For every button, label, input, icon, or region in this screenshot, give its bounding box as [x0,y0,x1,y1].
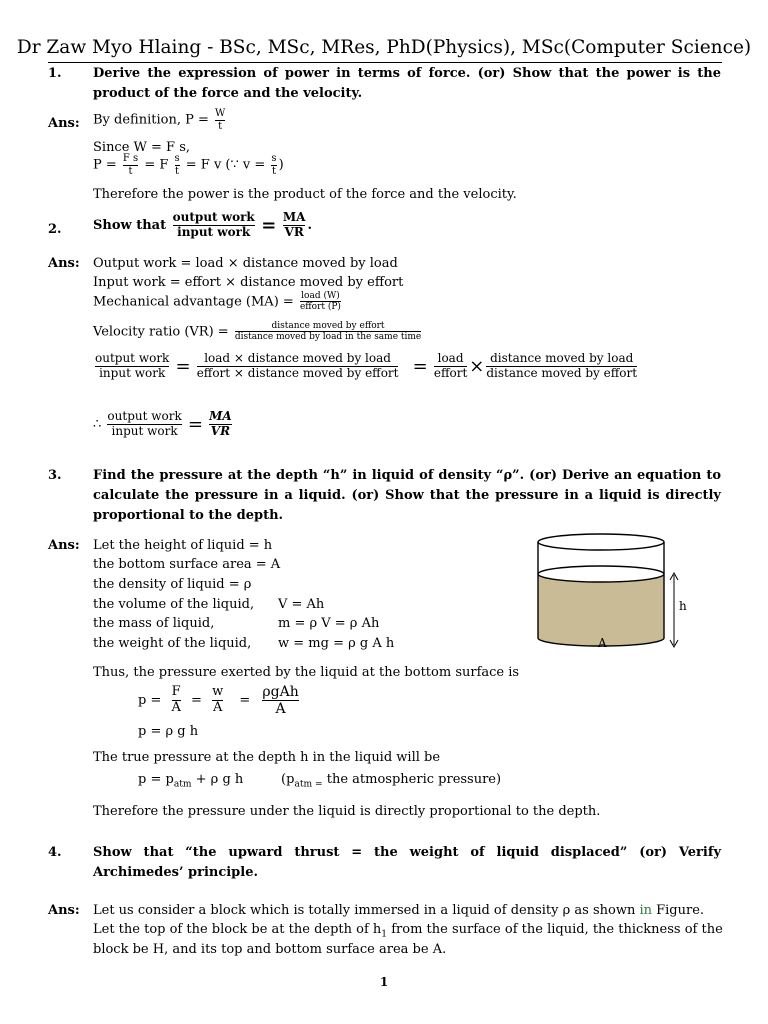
q3-ans-label: Ans: [48,538,80,553]
q3-area: the bottom surface area = A [93,557,281,572]
q1-number: 1. [48,66,62,81]
q2-conclusion: ∴ $\frac{\text{output work}}{\text{input work}}$ = $\frac{MA}{VR}$ [93,409,232,438]
q3-pressure-fractions: p = $\frac{F}{A}$ = $\frac{w}{A}$ = $\frac{\text{ρgAh}}{A}$ [138,684,299,718]
q3-pressure-result: p = ρ g h [138,724,199,739]
q3-mass-eq: m = ρ V = ρ Ah [278,616,380,631]
q1-def-fraction: $\frac{W}{t}$ [215,108,226,132]
q4-line1: Let us consider a block which is totally immersed in a liquid of density ρ as shown in Figure. [93,903,705,918]
q4-number: 4. [48,845,62,860]
q4-ans-label: Ans: [48,903,80,918]
q1-def-text: By definition, P = [93,112,209,128]
q3-weight-label: the weight of the liquid, [93,636,252,651]
q3-density: the density of liquid = ρ [93,577,252,592]
header-rule [48,62,722,63]
q3-volume-label: the volume of the liquid, [93,597,255,612]
q1-definition [93,108,227,132]
q2-mechanical-advantage: Mechanical advantage (MA) = $\frac{\text{load (W)}}{\text{effort (P)}}$ [93,291,341,313]
q3-height: Let the height of liquid = h [93,538,273,553]
q3-weight-eq: w = mg = ρ g A h [278,636,395,651]
q4-line3: block be H, and its top and bottom surface area be A. [93,942,447,957]
q2-expansion: $\frac{\text{output work}}{\text{input work}}$ = $\frac{\text{load × distance moved by load}}{\text{effort × distance moved by effort}}$ = $\frac{\text{load}}{\text{effort}}$ × $\frac{\text{distance moved by load}}{\text{distance moved by effort}}$ [95,351,638,380]
figure-label-a: A [598,636,607,650]
q3-volume-eq: V = Ah [278,597,325,612]
q1-since: Since W = F s, [93,140,191,155]
q3-question: Find the pressure at the depth “h” in liquid of density “ρ”. (or) Derive an equation to calculate the pressure in a liquid. (or) Show that the pressure in a liquid is directly proportional to the depth. [93,468,721,523]
q2-number: 2. [48,222,62,237]
q4-line2: Let the top of the block be at the depth of $h_1$ from the surface of the liquid, the thickness of the [93,922,723,940]
q1-conclusion: Therefore the power is the product of the force and the velocity. [93,187,517,202]
q3-atm-note: ($p_{atm =}$ the atmospheric pressure) [281,772,502,790]
q3-true-pressure: The true pressure at the depth h in the liquid will be [93,750,441,765]
page-header: Dr Zaw Myo Hlaing - BSc, MSc, MRes, PhD(Physics), MSc(Computer Science) [16,37,752,58]
q4-question: Show that “the upward thrust = the weight of liquid displaced” (or) Verify Archimedes’ principle. [93,845,721,880]
q2-ans-label: Ans: [48,256,80,271]
q1-ans-label: Ans: [48,116,80,131]
q2-input-work: Input work = effort × distance moved by effort [93,275,404,290]
page-number: 1 [379,975,389,989]
q1-question: Derive the expression of power in terms of force. (or) Show that the power is the product of the force and the velocity. [93,66,721,101]
liquid-cylinder-figure [528,528,698,658]
figure-label-h: h [679,599,687,613]
q3-atm-equation: $p = p_{atm} + \rho$ g h [138,772,244,790]
q2-question: Show that $\frac{\text{output work}}{\text{input work}}$ = $\frac{MA}{VR}$ . [93,210,313,239]
q2-velocity-ratio: Velocity ratio (VR) = $\frac{\text{distance moved by effort}}{\text{distance moved by load in the same time}}$ [93,321,422,343]
q3-number: 3. [48,468,62,483]
q3-conclusion: Therefore the pressure under the liquid is directly proportional to the depth. [93,804,601,819]
liquid-surface-back [538,566,664,574]
q3-mass-label: the mass of liquid, [93,616,215,631]
q2-output-work: Output work = load × distance moved by load [93,256,398,271]
q1-power-equation: P = $\frac{\text{F s}}{t}$ = F $\frac{s}{t}$ = F v (∵ v = $\frac{s}{t}$ ) [93,153,284,177]
cylinder-rim [538,534,664,550]
q3-thus: Thus, the pressure exerted by the liquid at the bottom surface is [93,665,520,680]
